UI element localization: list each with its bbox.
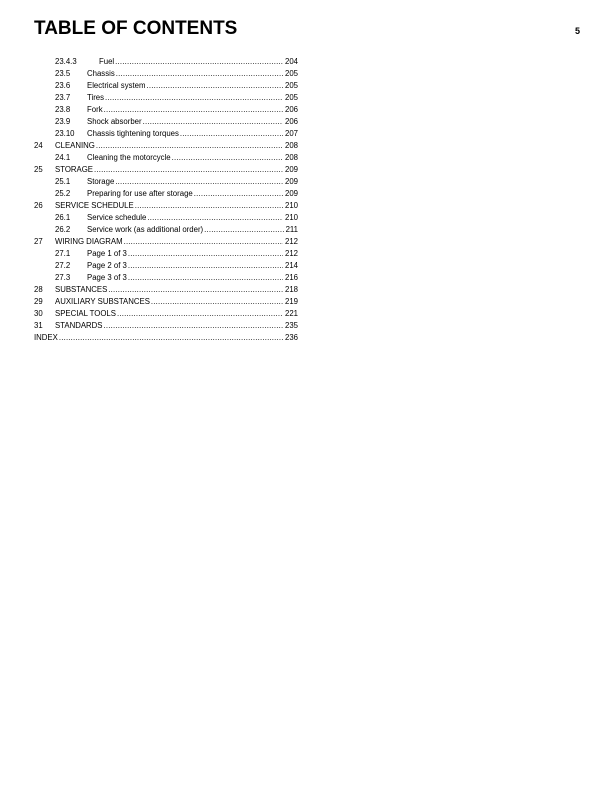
toc-entry-page: 205 (284, 81, 298, 90)
toc-entry-number: 26 (34, 201, 43, 210)
toc-leader (115, 56, 283, 68)
toc-leader (108, 284, 283, 296)
toc-entry-title: Storage (87, 177, 115, 186)
toc-entry-number: 23.7 (55, 93, 71, 102)
toc-entry-title: Chassis tightening torques (87, 129, 179, 138)
toc-entry-page: 209 (284, 189, 298, 198)
toc-entry-title: Fuel (99, 57, 115, 66)
toc-leader (117, 308, 283, 320)
toc-entry-page: 208 (284, 141, 298, 150)
toc-leader (96, 140, 283, 152)
toc-entry-number: 24.1 (55, 153, 71, 162)
toc-leader (180, 128, 283, 140)
toc-entry[interactable] (34, 56, 298, 68)
toc-entry-page: 212 (284, 249, 298, 258)
toc-entry[interactable] (34, 164, 298, 176)
toc-entry-title: INDEX (34, 333, 58, 342)
toc-entry-number: 23.8 (55, 105, 71, 114)
toc-entry-title: WIRING DIAGRAM (55, 237, 123, 246)
toc-entry[interactable] (34, 224, 298, 236)
toc-entry-number: 23.10 (55, 129, 75, 138)
toc-leader (151, 296, 283, 308)
toc-leader (59, 332, 283, 344)
toc-entry-title: Page 1 of 3 (87, 249, 127, 258)
toc-entry-title: Fork (87, 105, 103, 114)
toc-entry[interactable] (34, 140, 298, 152)
toc-entry-page: 214 (284, 261, 298, 270)
toc-entry[interactable] (34, 104, 298, 116)
toc-leader (128, 248, 283, 260)
toc-entry-page: 219 (284, 297, 298, 306)
toc-entry[interactable] (34, 308, 298, 320)
toc-entry[interactable] (34, 188, 298, 200)
toc-leader (105, 92, 283, 104)
toc-entry-page: 211 (285, 225, 298, 234)
toc-entry-number: 28 (34, 285, 43, 294)
toc-entry-number: 30 (34, 309, 43, 318)
toc-entry-title: Shock absorber (87, 117, 142, 126)
toc-entry-title: SPECIAL TOOLS (55, 309, 116, 318)
toc-entry[interactable] (34, 116, 298, 128)
toc-leader (94, 164, 283, 176)
toc-entry-title: Service work (as additional order) (87, 225, 204, 234)
toc-entry-number: 23.6 (55, 81, 71, 90)
toc-entry-page: 209 (284, 165, 298, 174)
table-of-contents (34, 56, 298, 344)
toc-entry-title: STANDARDS (55, 321, 103, 330)
toc-entry-title: SUBSTANCES (55, 285, 108, 294)
toc-leader (116, 68, 283, 80)
toc-entry[interactable] (34, 272, 298, 284)
toc-entry[interactable] (34, 152, 298, 164)
toc-entry-number: 26.2 (55, 225, 71, 234)
toc-entry-title: Page 3 of 3 (87, 273, 127, 282)
page-number: 5 (574, 26, 580, 36)
toc-entry-page: 210 (284, 201, 298, 210)
toc-entry-number: 23.9 (55, 117, 71, 126)
toc-entry-number: 23.5 (55, 69, 71, 78)
toc-entry-title: SERVICE SCHEDULE (55, 201, 134, 210)
toc-entry-page: 236 (284, 333, 298, 342)
toc-entry-number: 27.2 (55, 261, 71, 270)
toc-entry[interactable] (34, 320, 298, 332)
page-title: TABLE OF CONTENTS (34, 18, 238, 39)
toc-leader (135, 200, 283, 212)
toc-entry-page: 206 (284, 117, 298, 126)
toc-entry-number: 29 (34, 297, 43, 306)
toc-leader (128, 260, 283, 272)
toc-entry[interactable] (34, 248, 298, 260)
toc-leader (115, 176, 283, 188)
toc-leader (194, 188, 283, 200)
toc-entry-title: Page 2 of 3 (87, 261, 127, 270)
toc-entry-page: 235 (284, 321, 298, 330)
toc-entry[interactable] (34, 68, 298, 80)
toc-entry-title: Chassis (87, 69, 115, 78)
toc-entry-page: 207 (284, 129, 298, 138)
toc-leader (147, 212, 283, 224)
toc-entry-number: 26.1 (55, 213, 71, 222)
toc-entry-title: Electrical system (87, 81, 146, 90)
toc-entry-number: 25.1 (55, 177, 71, 186)
toc-entry-title: Preparing for use after storage (87, 189, 193, 198)
toc-entry-page: 216 (284, 273, 298, 282)
toc-leader (128, 272, 283, 284)
toc-leader (104, 104, 283, 116)
toc-entry[interactable] (34, 212, 298, 224)
toc-entry-number: 27 (34, 237, 43, 246)
toc-entry-title: Service schedule (87, 213, 147, 222)
toc-entry-page: 212 (284, 237, 298, 246)
toc-entry[interactable] (34, 80, 298, 92)
toc-entry-number: 27.1 (55, 249, 71, 258)
toc-entry-page: 209 (284, 177, 298, 186)
toc-entry[interactable] (34, 296, 298, 308)
toc-entry-number: 24 (34, 141, 43, 150)
toc-entry[interactable] (34, 260, 298, 272)
toc-entry-number: 31 (34, 321, 43, 330)
toc-entry-page: 205 (284, 93, 298, 102)
toc-entry-number: 25.2 (55, 189, 71, 198)
toc-entry-title: CLEANING (55, 141, 95, 150)
toc-leader (172, 152, 283, 164)
toc-entry[interactable] (34, 236, 298, 248)
toc-entry-title: AUXILIARY SUBSTANCES (55, 297, 150, 306)
toc-entry-page: 205 (284, 69, 298, 78)
toc-entry-title: Cleaning the motorcycle (87, 153, 171, 162)
toc-entry-page: 208 (284, 153, 298, 162)
toc-entry-index[interactable] (34, 332, 298, 344)
toc-entry-title: STORAGE (55, 165, 93, 174)
toc-entry[interactable] (34, 200, 298, 212)
toc-entry[interactable] (34, 92, 298, 104)
toc-entry-title: Tires (87, 93, 105, 102)
toc-entry-page: 204 (284, 57, 298, 66)
toc-entry-page: 210 (284, 213, 298, 222)
toc-entry-page: 221 (284, 309, 298, 318)
toc-leader (124, 236, 283, 248)
toc-leader (143, 116, 283, 128)
toc-entry-page: 218 (284, 285, 298, 294)
toc-entry-number: 27.3 (55, 273, 71, 282)
toc-leader (204, 224, 283, 236)
toc-entry-page: 206 (284, 105, 298, 114)
toc-leader (147, 80, 283, 92)
toc-entry-number: 25 (34, 165, 43, 174)
toc-entry[interactable] (34, 128, 298, 140)
toc-entry[interactable] (34, 284, 298, 296)
toc-entry-number: 23.4.3 (55, 57, 77, 66)
toc-entry[interactable] (34, 176, 298, 188)
toc-leader (104, 320, 283, 332)
